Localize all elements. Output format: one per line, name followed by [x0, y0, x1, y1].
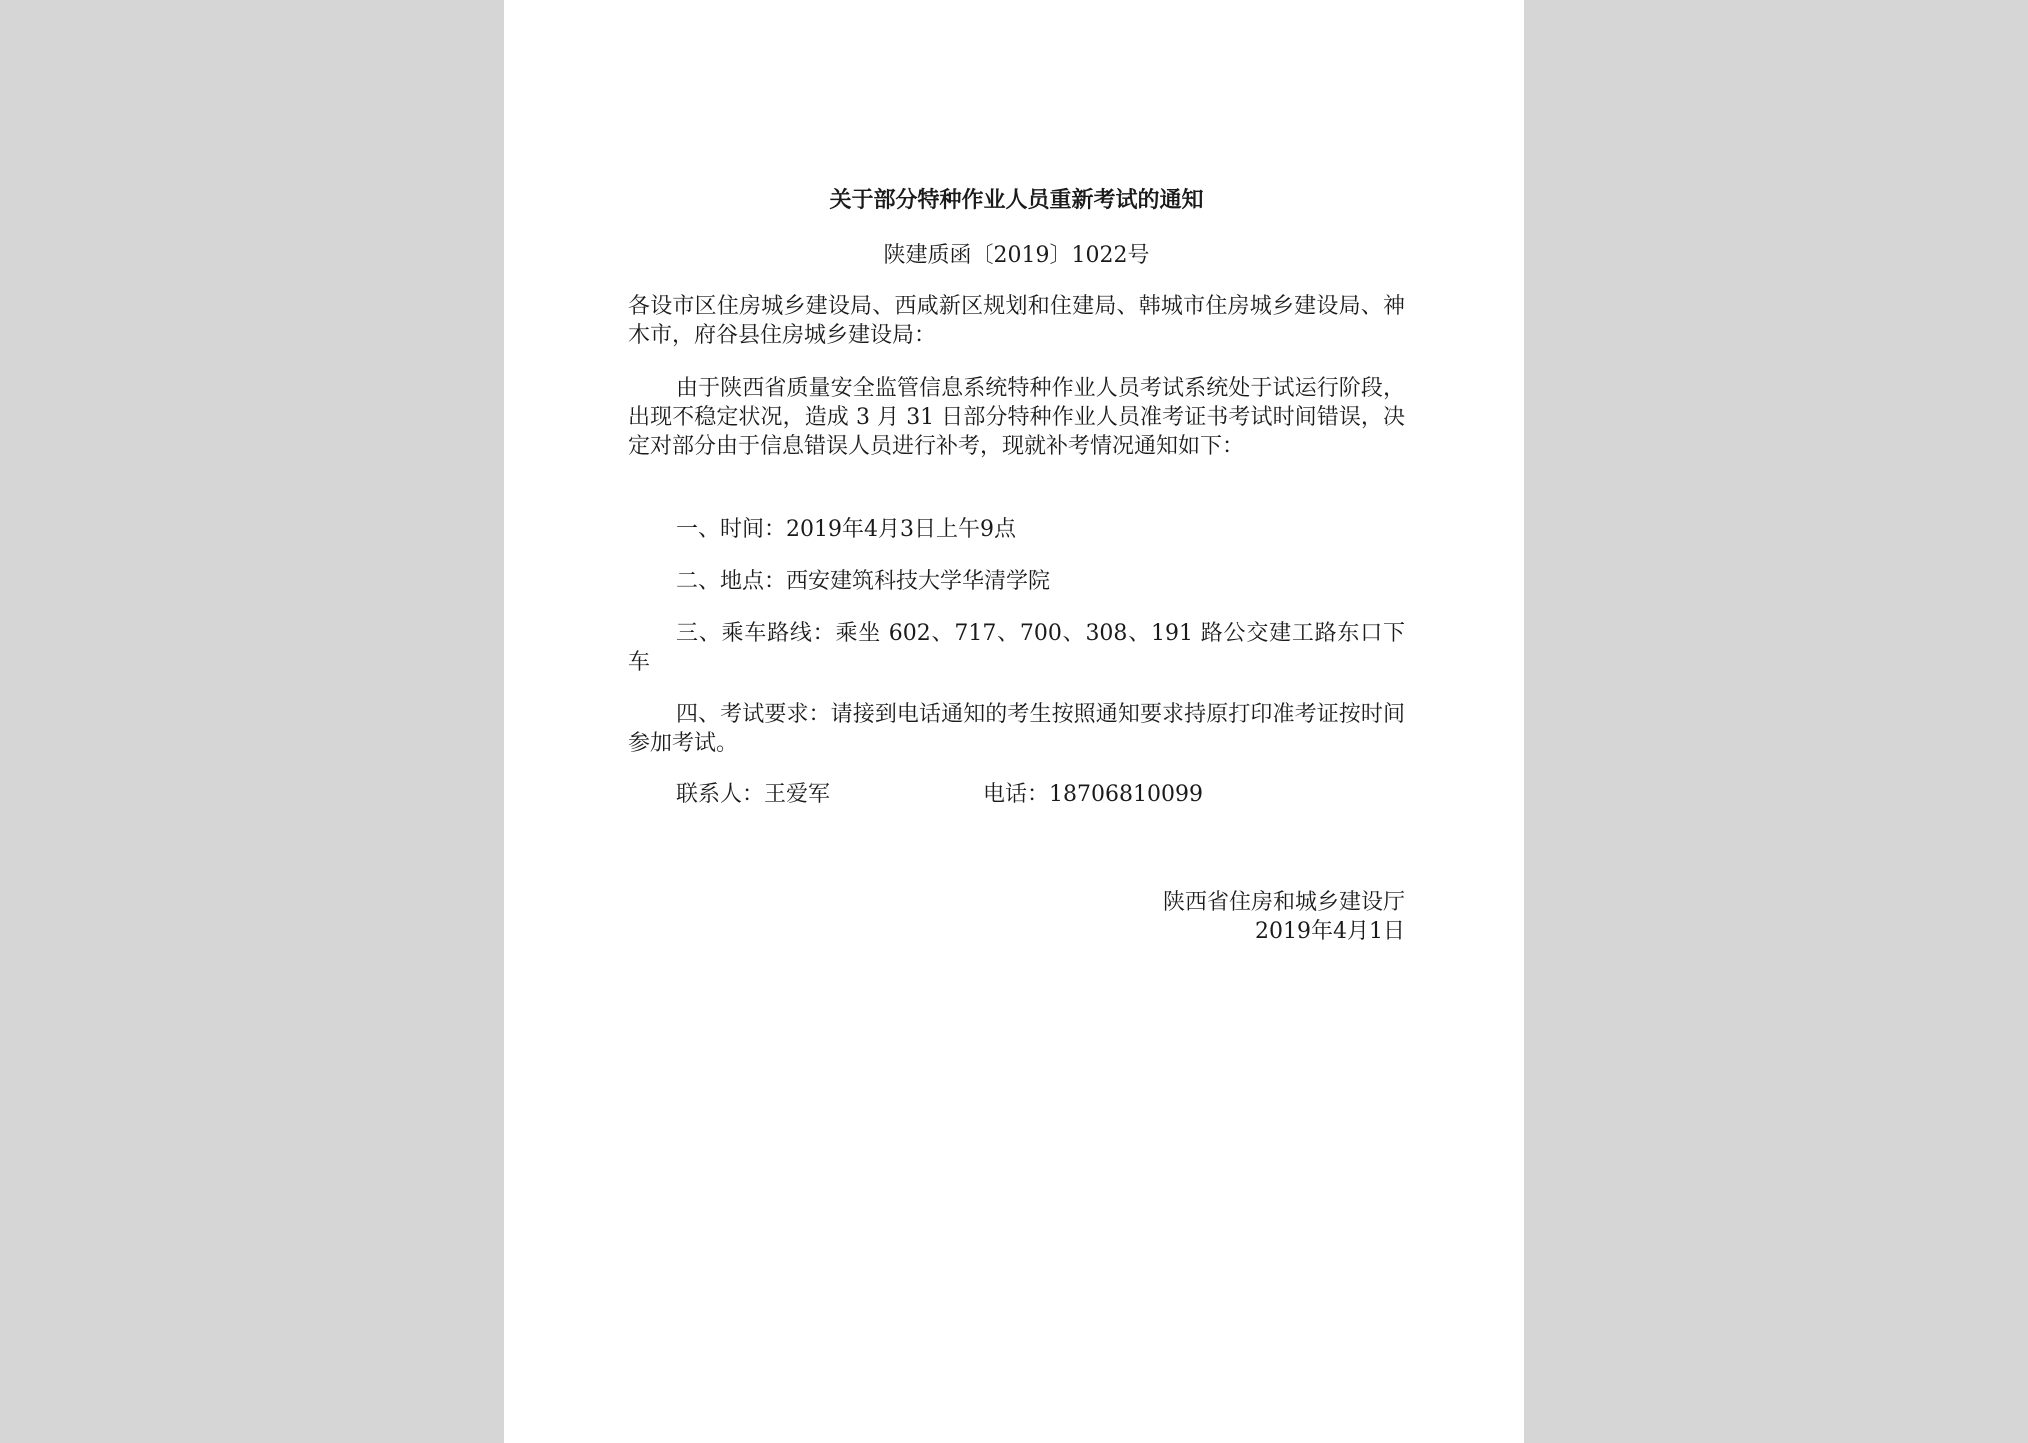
issue-date: 2019年4月1日 — [1255, 919, 1405, 944]
document-page — [504, 0, 1524, 1443]
item-location: 二、地点：西安建筑科技大学华清学院 — [676, 569, 1051, 594]
item-time: 一、时间：2019年4月3日上午9点 — [676, 517, 1016, 542]
item-bus-route: 三、乘车路线：乘坐 602、717、700、308、191 路公交建工路东口下车 — [628, 621, 1405, 675]
item-exam-requirements: 四、考试要求：请接到电话通知的考生按照通知要求持原打印准考证按时间参加考试。 — [628, 702, 1405, 756]
contact-row — [676, 780, 1405, 809]
issuer-name: 陕西省住房和城乡建设厅 — [1162, 890, 1405, 915]
contact-person: 联系人：王爱军 — [676, 782, 831, 807]
recipients-paragraph: 各设市区住房城乡建设局、西咸新区规划和住建局、韩城市住房城乡建设局、神木市，府谷县住房城乡建设局： — [628, 294, 1405, 348]
document-number: 陕建质函〔2019〕1022号 — [883, 243, 1150, 268]
document-title: 关于部分特种作业人员重新考试的通知 — [829, 187, 1204, 213]
signature-block — [1163, 888, 1405, 946]
body-paragraph: 由于陕西省质量安全监管信息系统特种作业人员考试系统处于试运行阶段，出现不稳定状况，造成 3 月 31 日部分特种作业人员准考证书考试时间错误，决定对部分由于信息错误人员进行补考，现就补考情况通知如下： — [628, 376, 1405, 459]
contact-phone: 电话：18706810099 — [983, 782, 1203, 807]
